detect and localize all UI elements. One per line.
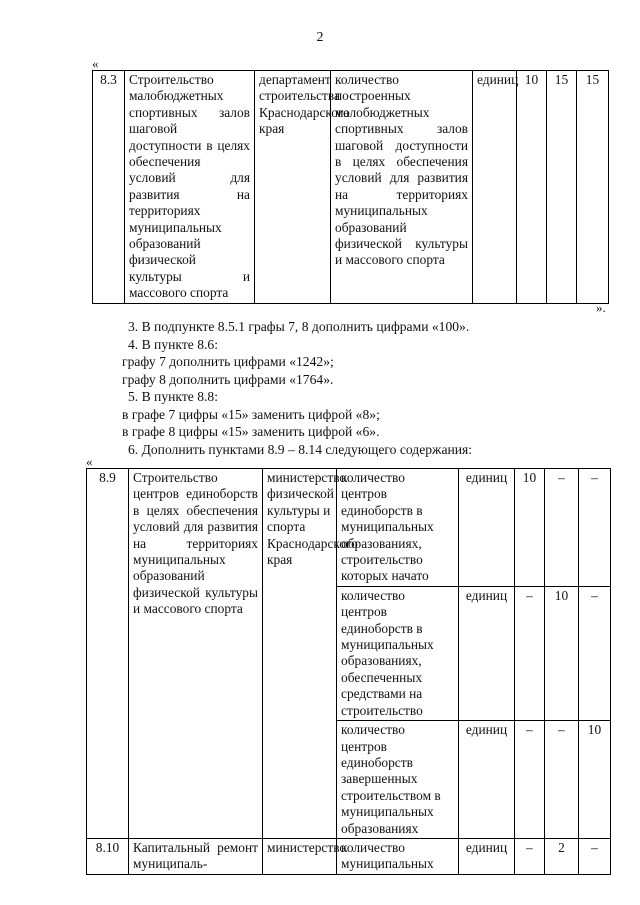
row-indicator: количество центров единоборств в муниципальных образованиях, строительство которых начато: [337, 469, 459, 587]
open-quote-2: «: [86, 454, 93, 469]
paragraph: 4. В пункте 8.6:: [128, 336, 218, 352]
table-section-8-3: [92, 70, 609, 304]
paragraph: графу 7 дополнить цифрами «1242»;: [122, 354, 334, 369]
row-value-2: 10: [545, 586, 579, 720]
row-value-3: –: [579, 469, 611, 587]
row-value-2: –: [545, 469, 579, 587]
row-name: Строительство центров единоборств в целях обеспечения условий для развития на территориях муниципальных образований физической культуры и массового спорта: [129, 469, 263, 839]
paragraph: 6. Дополнить пунктами 8.9 – 8.14 следующего содержания:: [128, 441, 473, 457]
row-value-3: –: [579, 586, 611, 720]
row-unit: единиц: [459, 721, 515, 839]
paragraph: 3. В подпункте 8.5.1 графы 7, 8 дополнить цифрами «100».: [128, 319, 470, 334]
row-value-1: –: [515, 721, 545, 839]
paragraph: в графе 7 цифры «15» заменить цифрой «8»;: [122, 406, 380, 422]
row-unit: единиц: [473, 71, 517, 304]
paragraph: графу 8 дополнить цифрами «1764».: [122, 371, 334, 387]
row-number: 8.9: [87, 469, 129, 839]
table-row: [87, 838, 611, 874]
row-name: Капитальный ремонт муниципаль-: [129, 838, 263, 874]
row-indicator: количество муниципальных: [337, 838, 459, 874]
row-indicator: количество центров единоборств в муниципальных образованиях, обеспеченных средствами на строительство: [337, 586, 459, 720]
row-unit: единиц: [459, 838, 515, 874]
page-number: 2: [316, 30, 324, 45]
row-value-3: 10: [579, 721, 611, 839]
row-unit: единиц: [459, 469, 515, 587]
row-value-3: 15: [577, 71, 609, 304]
table-row: [93, 71, 609, 304]
row-name: Строительство малобюджетных спортивных залов шаговой доступности в целях обеспечения условий для развития на территориях муниципальных образований физической культуры и массового спорта: [125, 71, 255, 304]
paragraph: 5. В пункте 8.8:: [128, 389, 218, 404]
row-value-1: –: [515, 586, 545, 720]
row-department: департамент строительства Краснодарского края: [255, 71, 331, 304]
row-number: 8.3: [93, 71, 125, 304]
row-value-1: 10: [515, 469, 545, 587]
open-quote-1: «: [92, 56, 99, 71]
row-indicator: количество построенных малобюджетных спортивных залов шаговой доступности в целях обеспечения условий для развития на территориях муниципальных образований физической культуры и массового спорта: [331, 71, 473, 304]
row-value-3: –: [579, 838, 611, 874]
row-value-2: –: [545, 721, 579, 839]
paragraph: в графе 8 цифры «15» заменить цифрой «6».: [122, 424, 380, 439]
row-value-1: –: [515, 838, 545, 874]
row-department: министерство: [263, 838, 337, 874]
row-department: министерство физической культуры и спорта Краснодарского края: [263, 469, 337, 839]
row-value-2: 15: [547, 71, 577, 304]
row-value-2: 2: [545, 838, 579, 874]
row-indicator: количество центров единоборств завершенных строительством в муниципальных образованиях: [337, 721, 459, 839]
amendment-text: [122, 318, 473, 458]
close-quote: ».: [596, 300, 606, 315]
row-value-1: 10: [517, 71, 547, 304]
row-unit: единиц: [459, 586, 515, 720]
table-section-8-9: [86, 468, 611, 875]
row-number: 8.10: [87, 838, 129, 874]
table-row: [87, 469, 611, 587]
